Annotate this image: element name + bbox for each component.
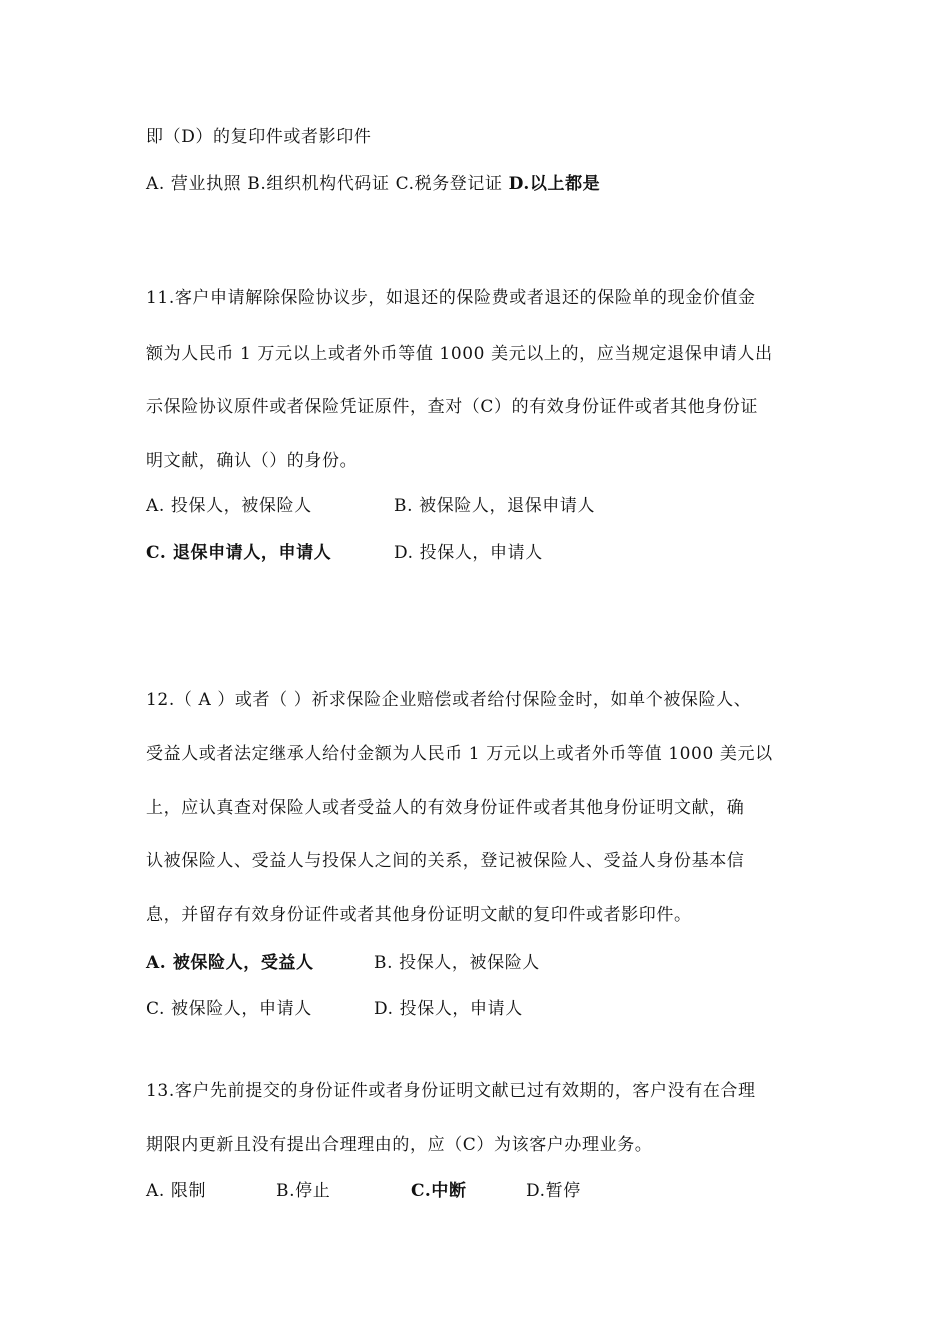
q11-line-4: 明文献，确认（）的身份。: [146, 451, 358, 471]
q11-option-a: A. 投保人，被保险人: [146, 496, 312, 516]
q12-line-2: 受益人或者法定继承人给付金额为人民币 1 万元以上或者外币等值 1000 美元以: [146, 744, 773, 764]
q11-line-3: 示保险协议原件或者保险凭证原件，查对（C）的有效身份证件或者其他身份证: [146, 397, 759, 417]
q13-line-2: 期限内更新且没有提出合理理由的，应（C）为该客户办理业务。: [146, 1135, 653, 1155]
q13-option-b: B.停止: [276, 1181, 331, 1201]
q12-line-1: 12.（ A ）或者（ ）祈求保险企业赔偿或者给付保险金时，如单个被保险人、: [146, 690, 752, 710]
q12-option-a-answer: A. 被保险人，受益人: [146, 953, 314, 973]
q10-options-plain: A. 营业执照 B.组织机构代码证 C.税务登记证: [146, 174, 503, 194]
q11-line-2: 额为人民币 1 万元以上或者外币等值 1000 美元以上的，应当规定退保申请人出: [146, 344, 773, 364]
q12-option-d: D. 投保人，申请人: [374, 999, 523, 1019]
q11-option-d: D. 投保人，申请人: [394, 543, 543, 563]
q10-answer-option: D.以上都是: [508, 174, 601, 194]
q11-line-1: 11.客户申请解除保险协议步，如退还的保险费或者退还的保险单的现金价值金: [146, 288, 756, 308]
q13-option-c-answer: C.中断: [411, 1181, 467, 1201]
q13-line-1: 13.客户先前提交的身份证件或者身份证明文献已过有效期的，客户没有在合理: [146, 1081, 756, 1101]
q12-line-3: 上，应认真查对保险人或者受益人的有效身份证件或者其他身份证明文献，确: [146, 798, 745, 818]
q12-option-c: C. 被保险人，申请人: [146, 999, 312, 1019]
q10-line-1: 即（D）的复印件或者影印件: [146, 127, 372, 147]
q13-option-a: A. 限制: [146, 1181, 207, 1201]
q11-option-b: B. 被保险人，退保申请人: [394, 496, 596, 516]
q12-option-b: B. 投保人，被保险人: [374, 953, 540, 973]
q12-line-4: 认被保险人、受益人与投保人之间的关系，登记被保险人、受益人身份基本信: [146, 851, 745, 871]
q10-options: [146, 173, 600, 195]
q13-option-d: D.暂停: [526, 1181, 581, 1201]
q11-option-c-answer: C. 退保申请人，申请人: [146, 543, 332, 563]
q12-line-5: 息，并留存有效身份证件或者其他身份证明文献的复印件或者影印件。: [146, 905, 692, 925]
